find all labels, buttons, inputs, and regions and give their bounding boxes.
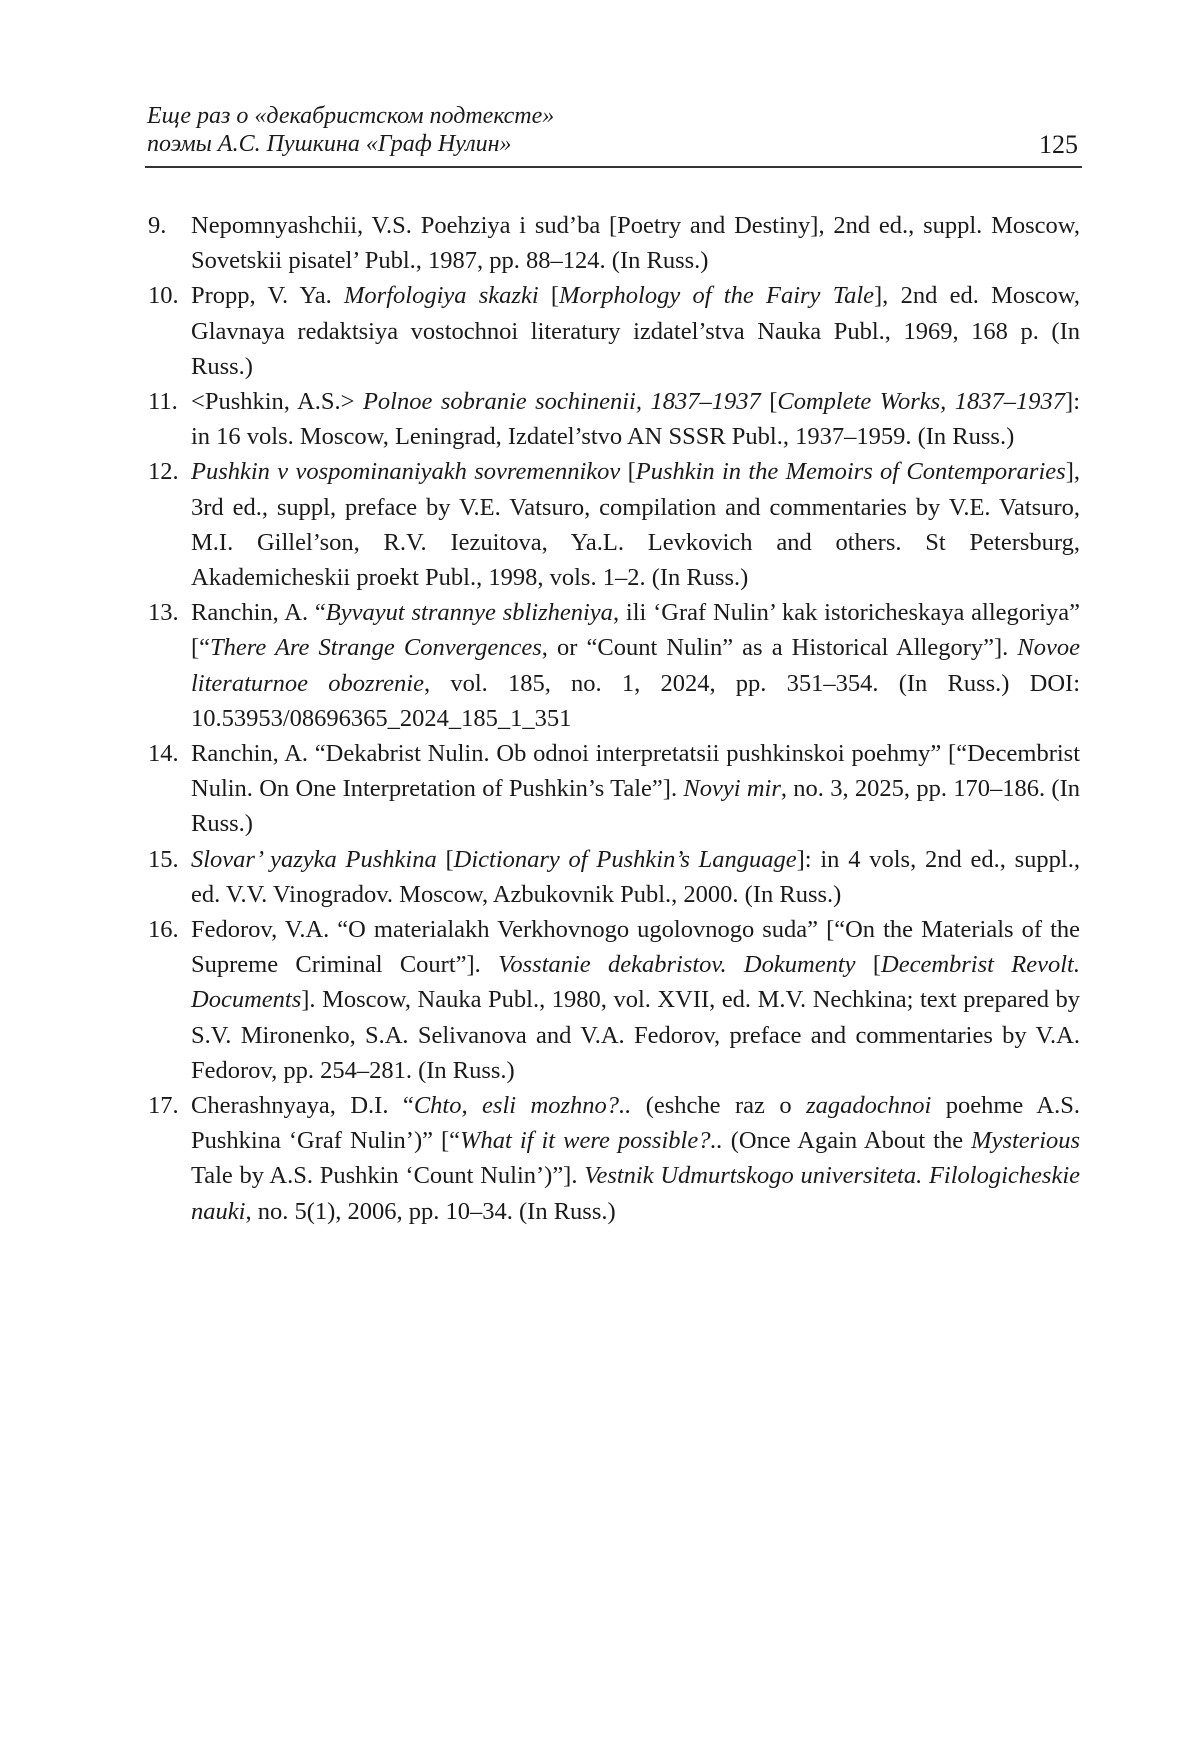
reference-text-segment: , ili ‘Graf Nulin’ kak istoricheskaya allegoriya” [“ [191,599,1080,662]
reference-title-italic: Byvayut strannye sblizheniya [325,599,613,627]
reference-text [191,282,1080,379]
reference-text [191,212,1080,274]
reference-title-italic: Slovar’ yazyka Pushkina [191,845,437,873]
reference-number: 13. [148,599,179,627]
reference-number: 14. [148,740,179,768]
reference-text-segment: [ [855,951,881,979]
reference-title-italic: Decembrist Revolt. Documents [191,951,1080,1014]
reference-text-segment: ], 2nd ed. Moscow, Glavnaya redaktsiya vostochnoi literatury izdatel’stva Nauka Publ., 1969, 168 p. (In Russ.) [191,282,1081,380]
reference-text-segment: Propp, V. Ya. [191,282,345,310]
reference-text-segment: (eshche raz o [631,1092,807,1120]
reference-text-segment: <Pushkin, A.S.> [191,388,363,416]
reference-text-segment: , no. 3, 2025, pp. 170–186. (In Russ.) [191,775,1080,838]
page-header [145,100,1082,168]
reference-text-segment: poehme A.S. Pushkina ‘Graf Nulin’)” [“ [191,1092,1080,1155]
running-title-line-2: поэмы А.С. Пушкина «Граф Нулин» [147,131,512,157]
reference-text [191,599,1080,732]
reference-title-italic: Pushkin v vospominaniyakh sovremennikov [191,458,621,486]
reference-text-segment: Fedorov, V.A. “O materialakh Verkhovnogo ugolovnogo suda” [“On the Materials of the Supreme Criminal Court”]. [191,916,1080,979]
reference-title-italic: Chto, esli mozhno?.. [413,1092,632,1120]
reference-title-italic: Novoe literaturnoe obozrenie [191,634,1080,697]
reference-title-italic: There Are Strange Convergences [210,634,542,662]
reference-text-segment: ]: in 4 vols, 2nd ed., suppl., ed. V.V. Vinogradov. Moscow, Azbukovnik Publ., 2000. (In Russ.) [191,845,1080,908]
reference-title-italic: Novyi mir [683,775,781,803]
running-title-line-1: Еще раз о «декабристском подтексте» [147,103,555,129]
reference-title-italic: Mysterious [971,1127,1081,1155]
reference-title-italic: Vosstanie dekabristov. Dokumenty [498,951,856,979]
reference-number: 11. [148,388,178,416]
reference-text [191,740,1080,837]
reference-text [191,388,1080,450]
reference-title-italic: Dictionary of Pushkin’s Language [453,845,797,873]
reference-number: 9. [148,212,167,239]
reference-number: 10. [148,282,179,310]
reference-text-segment: Nepomnyashchii, V.S. Poehziya i sud’ba [Poetry and Destiny], 2nd ed., suppl. Moscow, Sovetskii pisatel’ Publ., 1987, pp. 88–124. (In Russ.) [191,212,1080,275]
reference-item [145,842,1080,912]
reference-title-italic: Pushkin in the Memoirs of Contemporaries [635,458,1066,486]
reference-item [145,595,1080,736]
reference-text [191,916,1080,1084]
reference-text-segment: Tale by A.S. Pushkin ‘Count Nulin’)”]. [191,1162,585,1190]
reference-text-segment: ]: in 16 vols. Moscow, Leningrad, Izdatel’stvo AN SSSR Publ., 1937–1959. (In Russ.) [191,388,1080,451]
reference-number: 17. [148,1092,179,1120]
reference-title-italic: What if it were possible?.. [460,1127,723,1155]
reference-number: 16. [148,916,179,944]
reference-text-segment: Ranchin, A. “ [191,599,326,627]
reference-title-italic: Vestnik Udmurtskogo universiteta. Filologicheskie nauki [191,1162,1080,1225]
reference-title-italic: zagadochnoi [806,1092,932,1120]
running-title [147,102,554,158]
reference-text-segment: (Once Again About the [722,1127,972,1155]
reference-text-segment: , vol. 185, no. 1, 2024, pp. 351–354. (In Russ.) DOI: 10.53953/08696365_2024_185_1_351 [191,669,1081,732]
reference-item [145,1088,1080,1229]
reference-number: 15. [148,845,179,873]
reference-text-segment: [ [620,458,636,486]
reference-text-segment: Ranchin, A. “Dekabrist Nulin. Ob odnoi interpretatsii pushkinskoi poehmy” [“Decembrist Nulin. On One Interpretation of Pushkin’s Tale”]. [191,740,1080,803]
reference-text-segment: Cherashnyaya, D.I. “ [191,1092,414,1120]
reference-text-segment: ]. Moscow, Nauka Publ., 1980, vol. XVII, ed. M.V. Nechkina; text prepared by S.V. Mironenko, S.A. Selivanova and V.A. Fedorov, preface and commentaries by V.A. Fedorov, pp. 254–281. (In Russ.) [191,986,1080,1084]
reference-item [145,736,1080,842]
reference-title-italic: Complete Works, 1837–1937 [777,388,1066,416]
reference-text-segment: ], 3rd ed., suppl, preface by V.E. Vatsuro, compilation and commentaries by V.E. Vatsuro, M.I. Gillel’son, R.V. Iezuitova, Ya.L. Levkovich and others. St Petersburg, Akademicheskii proekt Publ., 1998, vols. 1–2. (In Russ.) [191,458,1080,592]
reference-text-segment: [ [760,388,778,416]
reference-text-segment: [ [436,845,454,873]
reference-list [145,208,1080,1229]
reference-text-segment: [ [538,282,560,310]
reference-title-italic: Morphology of the Fairy Tale [559,282,875,310]
reference-text-segment: , no. 5(1), 2006, pp. 10–34. (In Russ.) [245,1197,616,1225]
reference-item [145,278,1080,384]
reference-item [145,384,1080,454]
reference-title-italic: Polnoe sobranie sochinenii, 1837–1937 [362,388,761,416]
reference-text-segment: , or “Count Nulin” as a Historical Allegory”]. [541,634,1018,662]
reference-number: 12. [148,458,179,486]
page-number: 125 [1039,130,1078,159]
reference-item [145,912,1080,1088]
reference-text [191,1092,1080,1225]
reference-item [145,454,1080,595]
reference-text [191,846,1080,908]
reference-title-italic: Morfologiya skazki [344,282,539,310]
reference-text [191,458,1080,591]
reference-item [145,208,1080,278]
